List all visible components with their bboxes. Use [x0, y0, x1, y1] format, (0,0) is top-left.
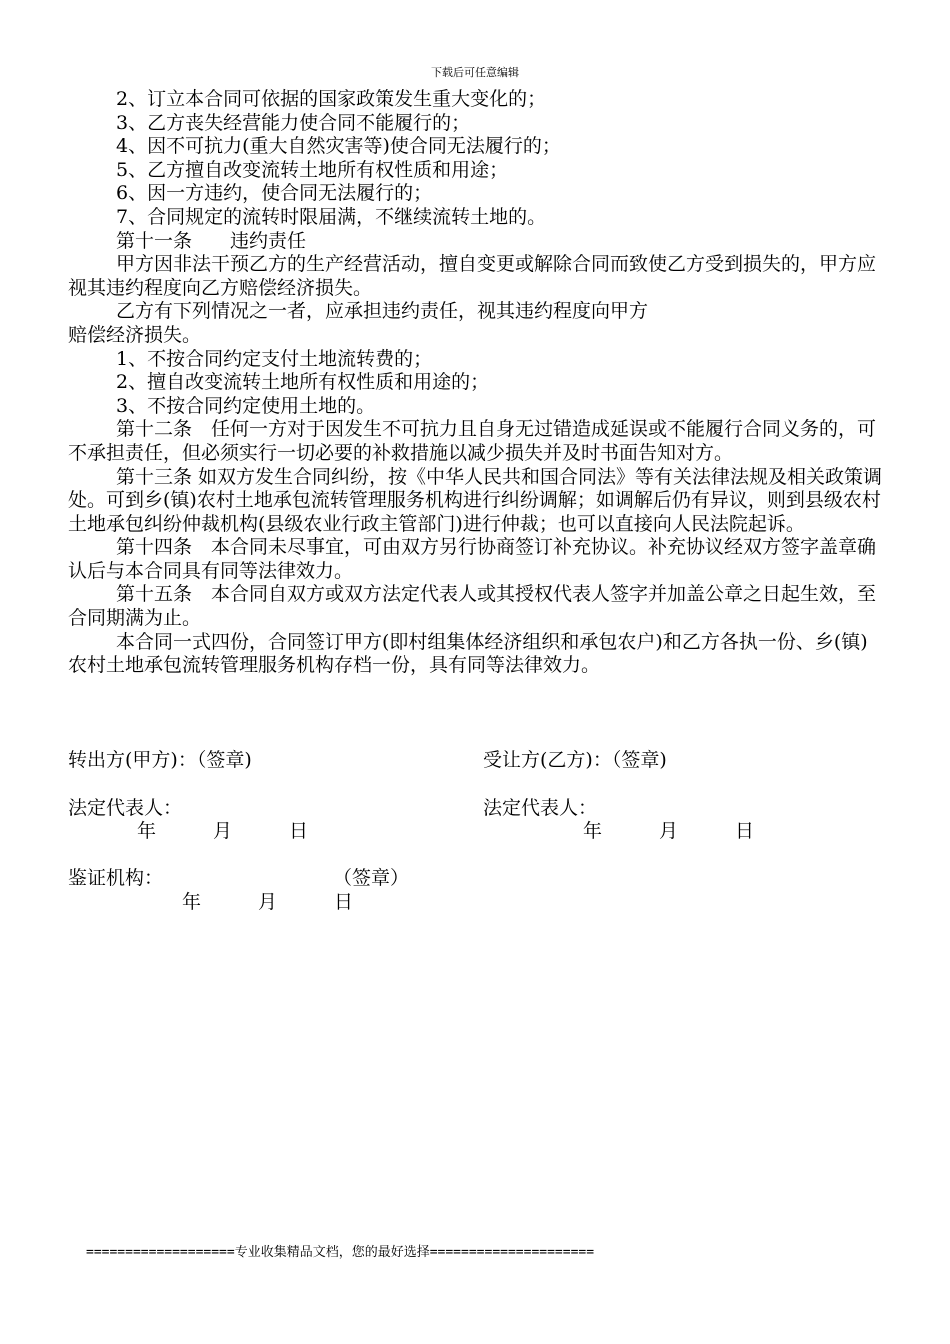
paragraph: 本合同一式四份，合同签订甲方(即村组集体经济组织和承包农户)和乙方各执一份、乡(镇)农村土地承包流转管理服务机构存档一份，具有同等法律效力。 — [68, 630, 868, 677]
article: 第十四条 本合同未尽事宜，可由双方另行协商签订补充协议。补充协议经双方签字盖章确认后与本合同具有同等法律效力。 — [68, 536, 877, 582]
clause-item: 6、因一方违约，使合同无法履行的； — [116, 182, 433, 205]
party-a-representative: 法定代表人： — [68, 797, 183, 819]
clause-item: 3、不按合同约定使用土地的。 — [116, 394, 376, 417]
page-footer: ===================专业收集精品文档，您的最好选择===================== — [86, 1245, 595, 1260]
article: 第十二条 任何一方对于因发生不可抗力且自身无过错造成延误或不能履行合同义务的，可不承担责任，但必须实行一切必要的补救措施以减少损失并及时书面告知对方。 — [68, 418, 877, 464]
article: 第十三条 如双方发生合同纠纷，按《中华人民共和国合同法》等有关法律法规及相关政策调处。可到乡(镇)农村土地承包流转管理服务机构进行纠纷调解；如调解后仍有异议，则到县级农村土地承包纠纷仲裁机构(县级农业行政主管部门)进行仲裁；也可以直接向人民法院起诉。 — [68, 465, 883, 535]
article: 第十五条 本合同自双方或双方法定代表人或其授权代表人签字并加盖公章之日起生效，至合同期满为止。 — [68, 583, 877, 630]
clause-item: 4、因不可抗力(重大自然灾害等)使合同无法履行的； — [116, 135, 561, 158]
paragraph: 乙方有下列情况之一者，应承担违约责任，视其违约程度向甲方 — [116, 300, 649, 323]
party-a-date: 年 月 日 — [137, 820, 309, 842]
clause-item: 3、乙方丧失经营能力使合同不能履行的； — [116, 111, 471, 134]
clause-item: 2、订立本合同可依据的国家政策发生重大变化的； — [116, 88, 547, 110]
clause-item: 5、乙方擅自改变流转土地所有权性质和用途； — [116, 158, 509, 181]
verifier-label: 鉴证机构： — [68, 867, 164, 889]
clause-item: 1、不按合同约定支付土地流转费的； — [116, 347, 433, 370]
party-b-representative: 法定代表人： — [483, 797, 598, 819]
page-header: 下载后可任意编辑 — [431, 66, 519, 79]
party-b-date: 年 月 日 — [583, 820, 755, 842]
party-b-signature: 受让方(乙方)：（签章) — [483, 749, 667, 771]
paragraph: 赔偿经济损失。 — [68, 323, 202, 346]
contract-body — [68, 88, 883, 678]
clause-item: 7、合同规定的流转时限届满，不继续流转土地的。 — [116, 205, 547, 228]
paragraph: 甲方因非法干预乙方的生产经营活动，擅自变更或解除合同而致使乙方受到损失的，甲方应视其违约程度向乙方赔偿经济损失。 — [68, 253, 877, 299]
party-a-signature: 转出方(甲方)：（签章) — [68, 749, 252, 771]
clause-item: 2、擅自改变流转土地所有权性质和用途的； — [116, 371, 490, 394]
verifier-date: 年 月 日 — [182, 891, 354, 913]
verifier-seal: （签章） — [333, 867, 410, 889]
article-heading: 第十一条 违约责任 — [116, 229, 307, 252]
